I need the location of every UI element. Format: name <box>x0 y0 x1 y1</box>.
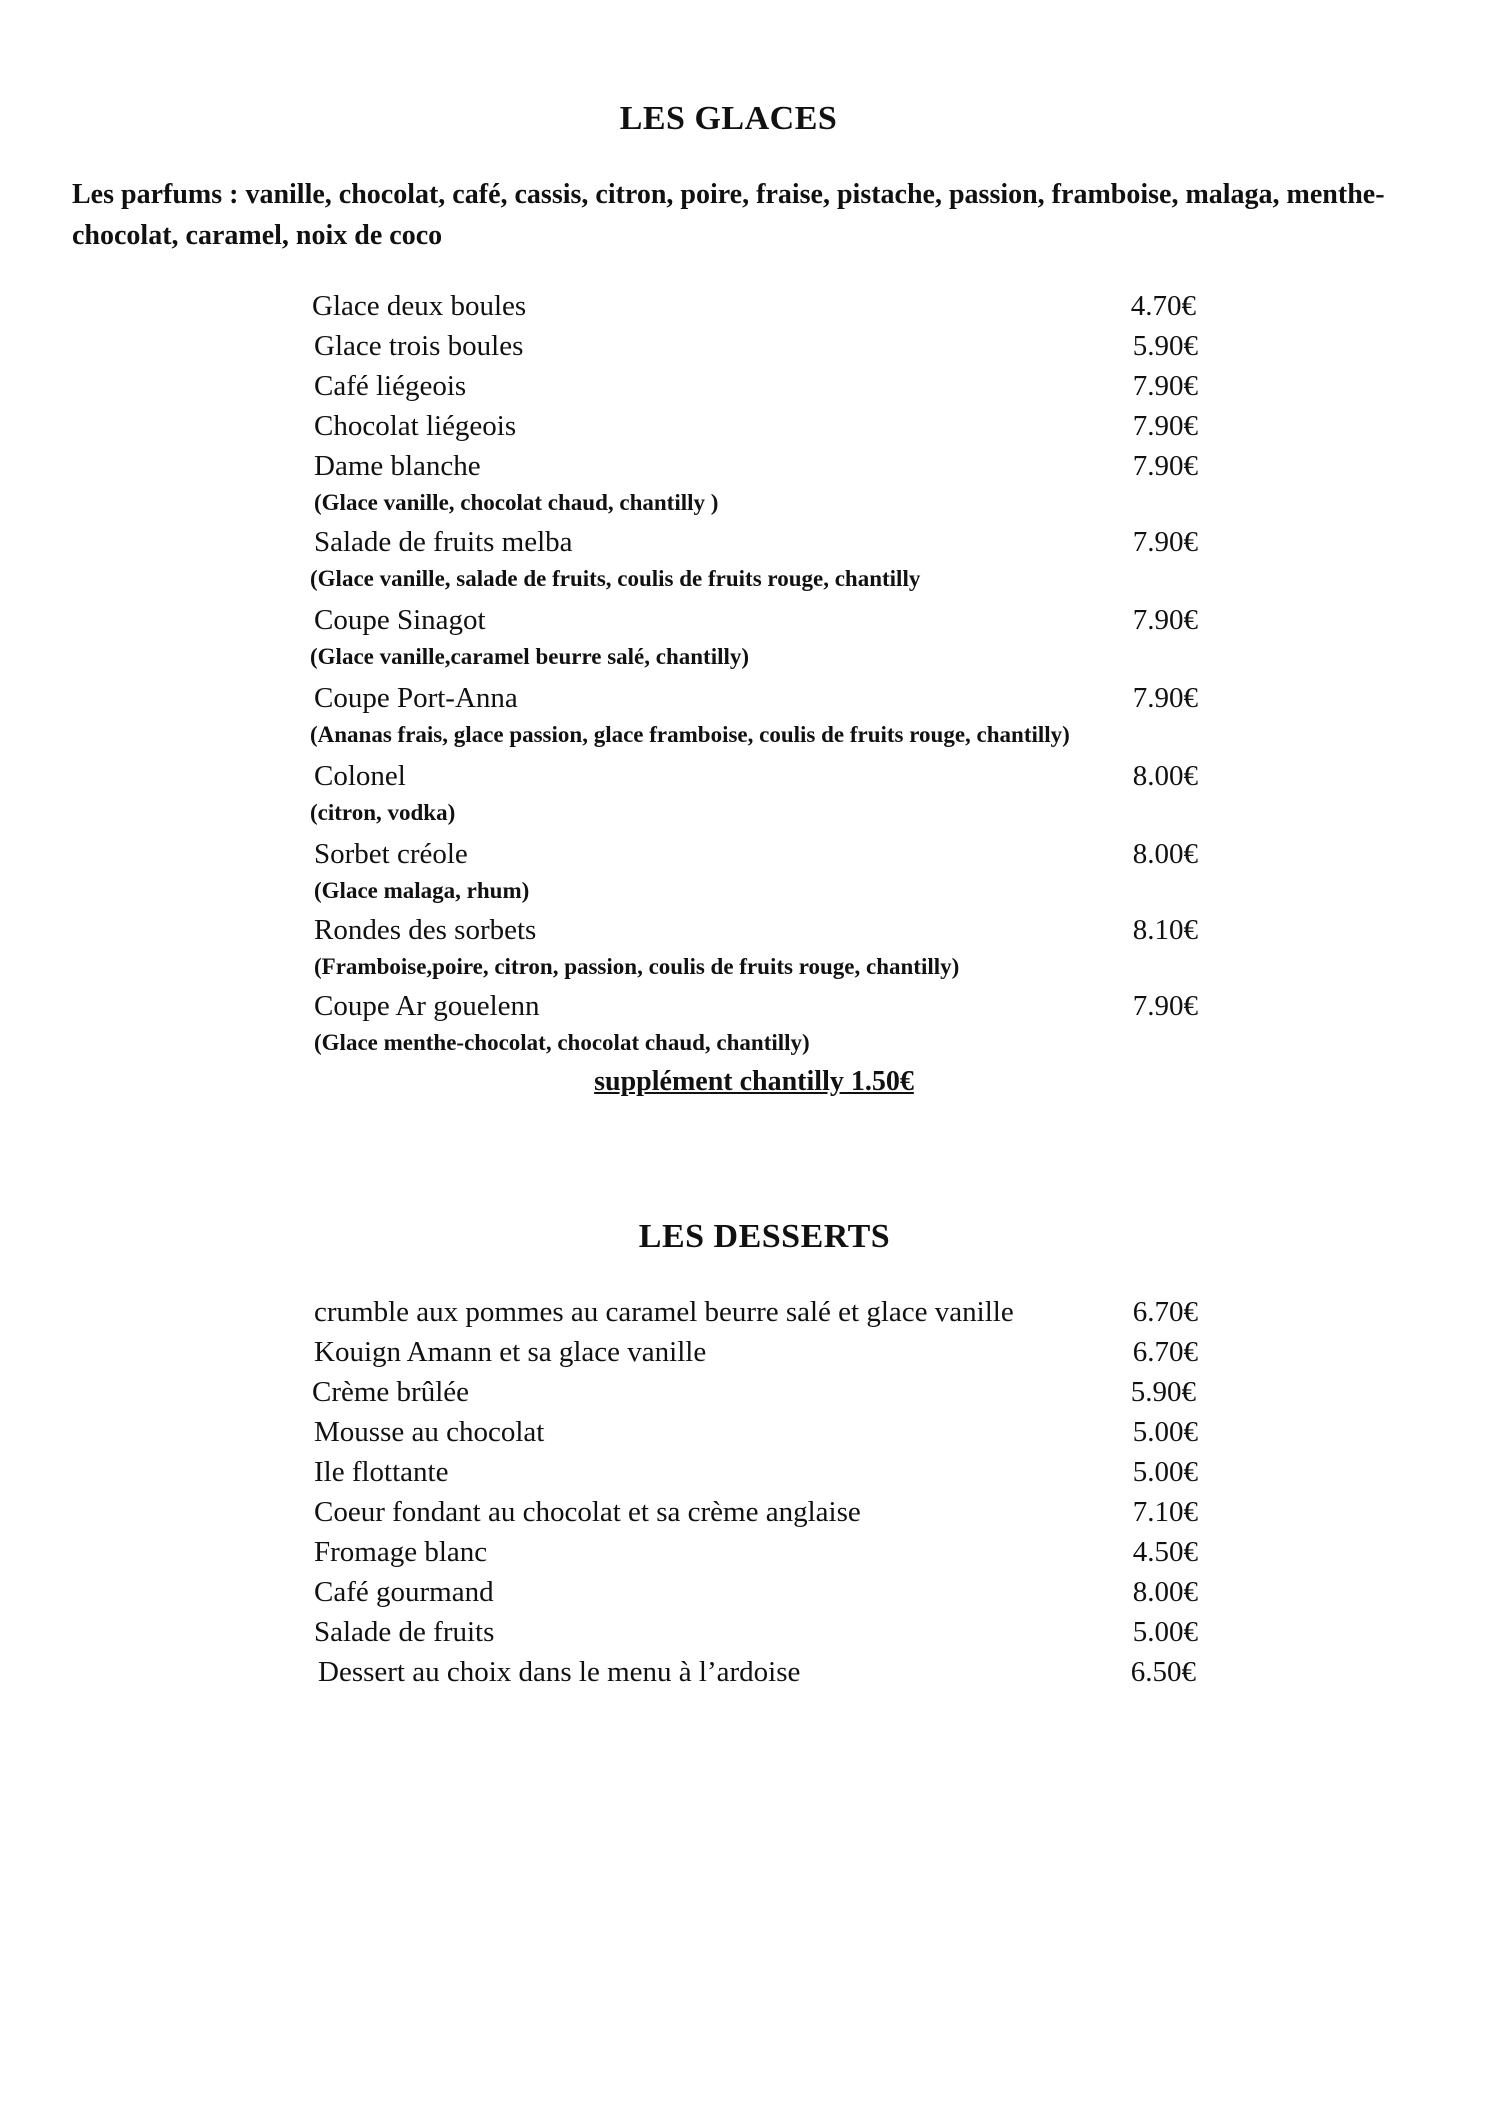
item-description: (citron, vodka) <box>310 800 456 825</box>
item-price: 4.50€ <box>1132 1536 1198 1568</box>
supplement-note: supplément chantilly 1.50€ <box>594 1066 914 1097</box>
menu-item <box>314 406 1204 446</box>
item-name: Crème brûlée <box>312 1376 470 1408</box>
menu-item <box>314 1332 1204 1372</box>
item-price: 8.00€ <box>1132 838 1198 870</box>
menu-item <box>314 286 1204 326</box>
menu-item <box>314 366 1204 406</box>
item-description: (Framboise,poire, citron, passion, coulis de fruits rouge, chantilly) <box>314 954 960 979</box>
item-name: Coupe Ar gouelenn <box>314 990 540 1022</box>
menu-item <box>314 1532 1204 1572</box>
item-price: 7.90€ <box>1132 990 1198 1022</box>
item-description: (Glace malaga, rhum) <box>314 878 530 903</box>
item-name: Sorbet créole <box>314 838 468 870</box>
item-name: Dame blanche <box>314 450 481 482</box>
menu-item <box>314 1292 1204 1332</box>
item-name: Salade de fruits melba <box>314 526 573 558</box>
desserts-title: LES DESSERTS <box>638 1218 891 1255</box>
item-name: Coupe Sinagot <box>314 604 486 636</box>
item-price: 5.00€ <box>1132 1416 1198 1448</box>
item-description: (Glace vanille,caramel beurre salé, chantilly) <box>310 644 750 669</box>
item-name: Salade de fruits <box>314 1616 495 1648</box>
item-price: 5.00€ <box>1132 1616 1198 1648</box>
menu-item <box>314 522 1204 562</box>
item-price: 7.10€ <box>1132 1496 1198 1528</box>
item-price: 6.50€ <box>1130 1656 1196 1688</box>
item-price: 7.90€ <box>1132 526 1198 558</box>
menu-item <box>314 678 1204 718</box>
item-price: 7.90€ <box>1132 450 1198 482</box>
item-price: 8.10€ <box>1132 914 1198 946</box>
item-description: (Glace menthe-chocolat, chocolat chaud, chantilly) <box>314 1030 810 1055</box>
menu-item <box>314 910 1204 950</box>
item-price: 6.70€ <box>1132 1336 1198 1368</box>
menu-item <box>314 1612 1204 1652</box>
item-name: Glace deux boules <box>312 290 527 322</box>
item-name: Café gourmand <box>314 1576 494 1608</box>
item-name: Chocolat liégeois <box>314 410 517 442</box>
item-price: 7.90€ <box>1132 682 1198 714</box>
menu-item <box>314 1412 1204 1452</box>
item-name: Rondes des sorbets <box>314 914 537 946</box>
item-description: (Glace vanille, salade de fruits, coulis de fruits rouge, chantilly <box>310 566 921 591</box>
item-price: 5.00€ <box>1132 1456 1198 1488</box>
item-price: 7.90€ <box>1132 410 1198 442</box>
item-name: Café liégeois <box>314 370 467 402</box>
item-price: 8.00€ <box>1132 1576 1198 1608</box>
menu-item <box>314 1492 1204 1532</box>
item-name: Kouign Amann et sa glace vanille <box>314 1336 707 1368</box>
menu-item <box>314 600 1204 640</box>
item-price: 5.90€ <box>1130 1376 1196 1408</box>
item-price: 7.90€ <box>1132 604 1198 636</box>
menu-item <box>314 1452 1204 1492</box>
item-name: Mousse au chocolat <box>314 1416 545 1448</box>
menu-item <box>314 834 1204 874</box>
item-name: Colonel <box>314 760 406 792</box>
desserts-list <box>314 1292 1204 1692</box>
menu-item <box>314 986 1204 1026</box>
item-price: 7.90€ <box>1132 370 1198 402</box>
item-price: 4.70€ <box>1130 290 1196 322</box>
menu-item <box>314 326 1204 366</box>
menu-item <box>314 756 1204 796</box>
item-name: Ile flottante <box>314 1456 449 1488</box>
glaces-list <box>310 286 1204 1102</box>
item-name: Coeur fondant au chocolat et sa crème anglaise <box>314 1496 861 1528</box>
menu-item <box>314 1652 1204 1692</box>
glaces-title: LES GLACES <box>619 100 838 137</box>
item-price: 8.00€ <box>1132 760 1198 792</box>
item-name: Fromage blanc <box>314 1536 488 1568</box>
menu-item <box>314 1572 1204 1612</box>
item-name: Coupe Port-Anna <box>314 682 518 714</box>
item-description: (Ananas frais, glace passion, glace framboise, coulis de fruits rouge, chantilly) <box>310 722 1070 747</box>
item-name: Glace trois boules <box>314 330 524 362</box>
menu-item <box>314 446 1204 486</box>
item-name: crumble aux pommes au caramel beurre salé et glace vanille <box>314 1296 1014 1328</box>
flavours-text: Les parfums : vanille, chocolat, café, cassis, citron, poire, fraise, pistache, passion, framboise, malaga, menthe-chocolat, caramel, noix de coco <box>72 179 1385 251</box>
item-price: 6.70€ <box>1132 1296 1198 1328</box>
item-name: Dessert au choix dans le menu à l’ardoise <box>318 1656 801 1688</box>
item-price: 5.90€ <box>1132 330 1198 362</box>
menu-item <box>314 1372 1204 1412</box>
item-description: (Glace vanille, chocolat chaud, chantilly ) <box>314 490 719 515</box>
